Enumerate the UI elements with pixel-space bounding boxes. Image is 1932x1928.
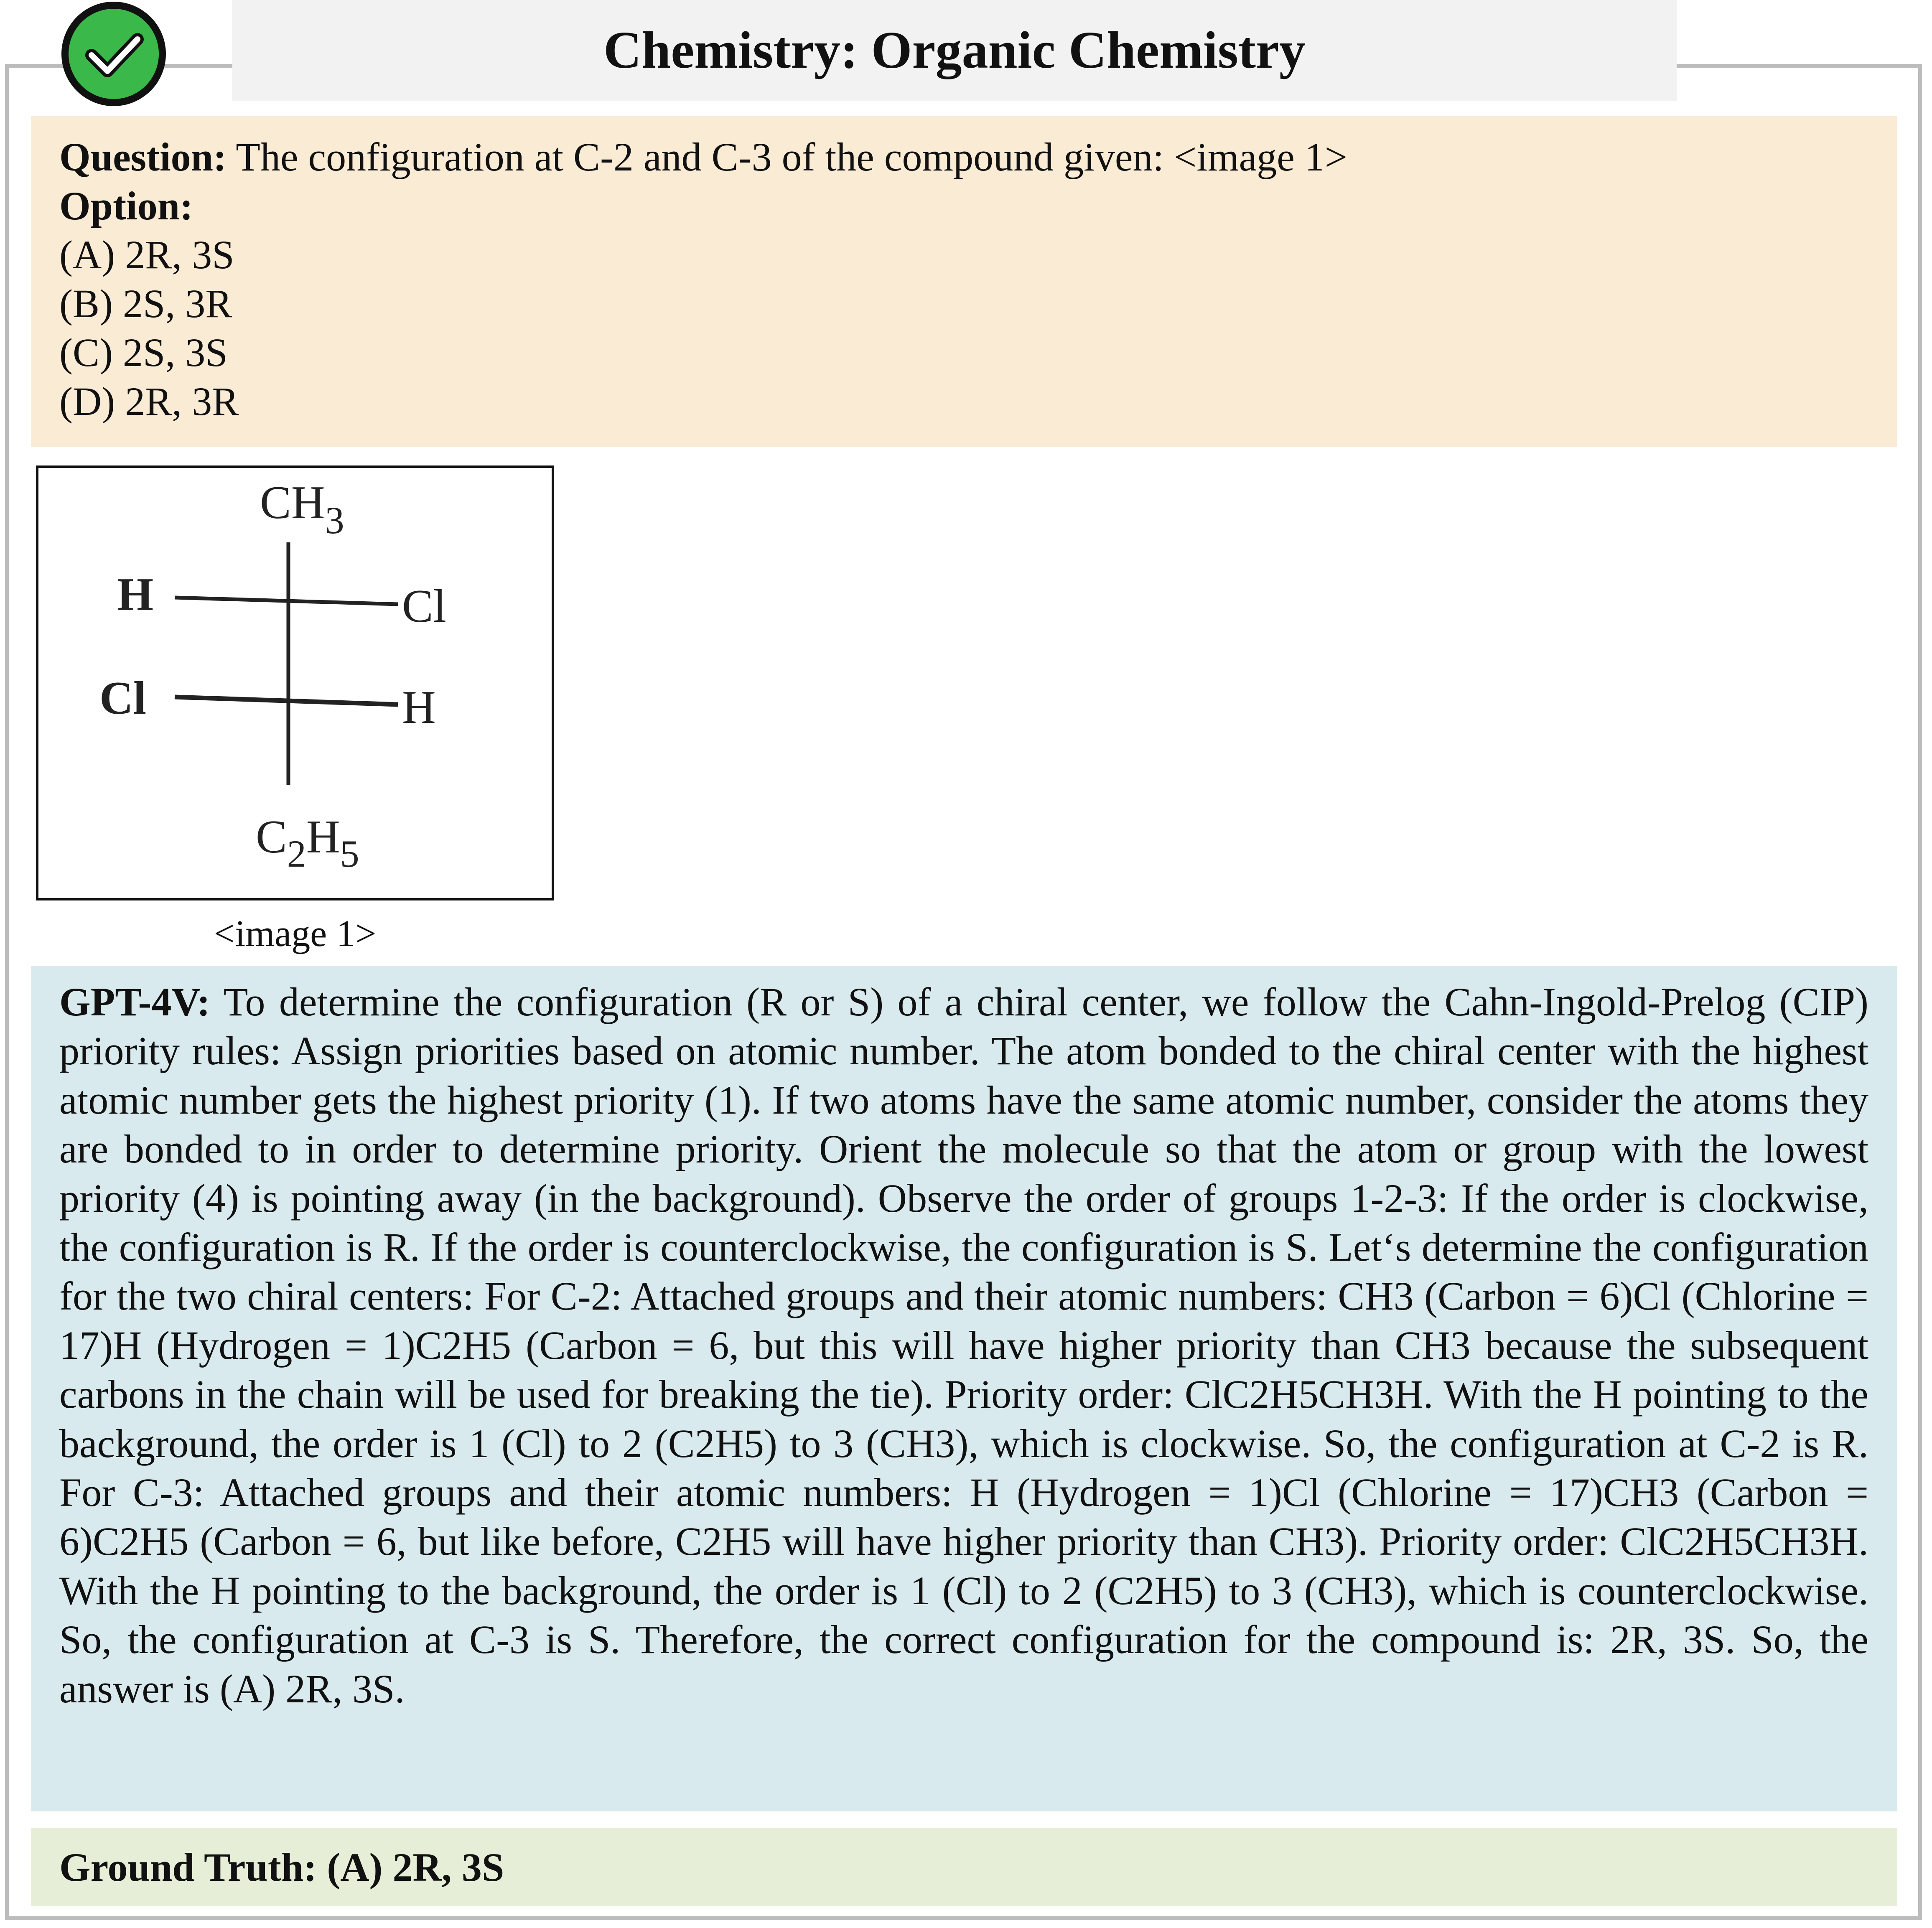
fischer-projection-figure [36, 465, 554, 900]
lower-horizontal-bond [175, 697, 398, 705]
top-group: $CH_3$ [260, 477, 344, 542]
option-b: (B) 2S, 3R [59, 281, 232, 326]
upper-right-atom: Cl [402, 580, 446, 632]
lower-right-atom: H [402, 682, 436, 733]
page-title: Chemistry: Organic Chemistry [603, 21, 1306, 79]
answer-panel [31, 966, 1897, 1811]
lower-left-atom: Cl [99, 672, 146, 724]
answer-label: GPT-4V: [59, 979, 210, 1024]
check-circle-icon [61, 2, 166, 106]
upper-horizontal-bond [175, 598, 398, 604]
option-label: Option: [59, 183, 193, 228]
bottom-group: $C_2H_5$ [256, 811, 359, 875]
figure-caption: <image 1> [214, 913, 377, 954]
option-c: (C) 2S, 3S [59, 330, 228, 375]
ground-truth-panel [31, 1828, 1897, 1906]
question-line [59, 132, 1868, 181]
title-bar [232, 0, 1677, 101]
answer-paragraph [59, 977, 1868, 1713]
ground-truth-text: Ground Truth: (A) 2R, 3S [59, 1845, 504, 1890]
option-d: (D) 2R, 3R [59, 379, 239, 424]
answer-text: To determine the configuration (R or S) of a chiral center, we follow the Cahn-Ingold-Prelog (CIP) priority rules: Assign priorities based on atomic number. The atom bonded to the chiral center with the highest atomic number gets the highest priority (1). If two atoms have the same atomic number, consider the atoms they are bonded to in order to determine priority. Orient the molecule so that the atom or group with the lowest priority (4) is pointing away (in the background). Observe the order of groups 1-2-3: If the order is clockwise, the configuration is R. If the order is counterclockwise, the configuration is S. Let‘s determine the configuration for the two chiral centers: For C-2: Attached groups and their atomic numbers: CH3 (Carbon = 6)Cl (Chlorine = 17)H (Hydrogen = 1)C2H5 (Carbon = 6, but this will have higher priority than CH3 because the subsequent carbons in the chain will be used for breaking the tie). Priority order: ClC2H5CH3H. With the H pointing to the background, the order is 1 (Cl) to 2 (C2H5) to 3 (CH3), which is clockwise. So, the configuration at C-2 is R. For C-3: Attached groups and their atomic numbers: H (Hydrogen = 1)Cl (Chlorine = 17)CH3 (Carbon = 6)C2H5 (Carbon = 6, but like before, C2H5 will have higher priority than CH3). Priority order: ClC2H5CH3H. With the H pointing to the background, the order is 1 (Cl) to 2 (C2H5) to 3 (CH3), which is counterclockwise. So, the configuration at C-3 is S. Therefore, the correct configuration for the compound is: 2R, 3S. So, the answer is (A) 2R, 3S. [59, 979, 1868, 1711]
option-a: (A) 2R, 3S [59, 232, 234, 277]
question-label: Question: [59, 135, 227, 179]
question-panel [31, 116, 1897, 447]
upper-left-atom: H [117, 569, 154, 621]
question-text: The configuration at C-2 and C-3 of the compound given: <image 1> [227, 135, 1347, 179]
